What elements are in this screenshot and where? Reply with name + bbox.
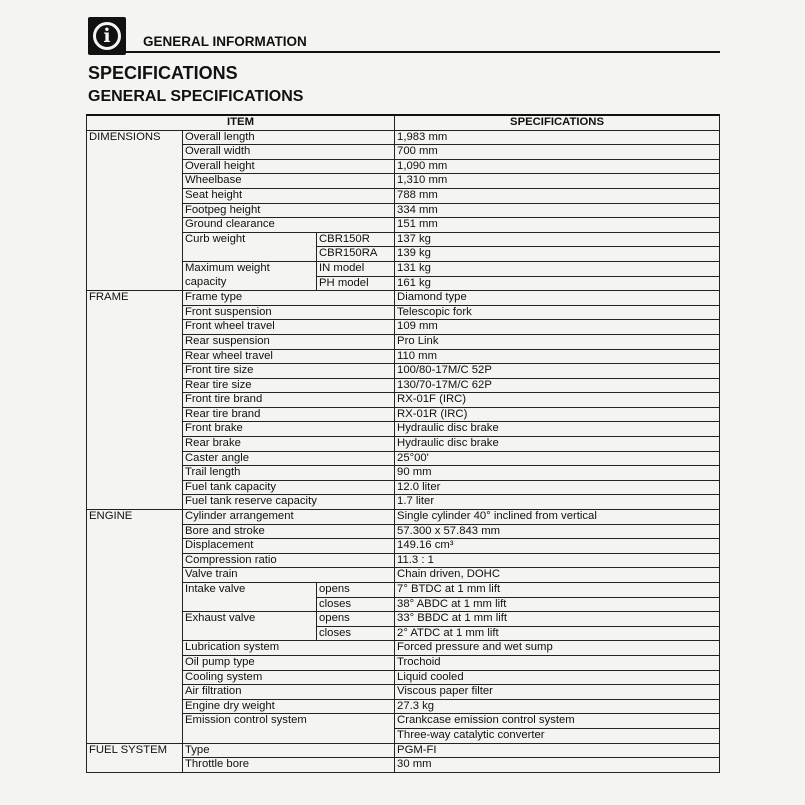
value-cell: Liquid cooled [395,670,720,685]
sub-cell: CBR150RA [317,247,395,262]
item-cell: Emission control system [183,714,395,743]
value-cell: 30 mm [395,758,720,773]
item-cell: Air filtration [183,685,395,700]
value-cell: 131 kg [395,261,720,276]
value-cell: 12.0 liter [395,480,720,495]
value-cell: 1,310 mm [395,174,720,189]
item-cell: Oil pump type [183,655,395,670]
item-cell: Cooling system [183,670,395,685]
column-header-item: ITEM [87,115,395,130]
value-cell: 7° BTDC at 1 mm lift [395,583,720,598]
value-cell: 149.16 cm³ [395,539,720,554]
item-cell: Cylinder arrangement [183,510,395,525]
value-cell: 110 mm [395,349,720,364]
value-cell: 57.300 x 57.843 mm [395,524,720,539]
value-cell: 109 mm [395,320,720,335]
category-fuel-system: FUEL SYSTEM [87,743,183,772]
item-cell: Front wheel travel [183,320,395,335]
sub-cell: closes [317,626,395,641]
value-cell: Pro Link [395,334,720,349]
value-cell: RX-01R (IRC) [395,407,720,422]
item-cell: Compression ratio [183,553,395,568]
item-cell: Engine dry weight [183,699,395,714]
spec-table [86,114,720,773]
value-cell: 1.7 liter [395,495,720,510]
category-engine: ENGINE [87,510,183,744]
item-line: Maximum weight [185,261,270,274]
value-cell: Single cylinder 40° inclined from vertical [395,510,720,525]
value-cell: Viscous paper filter [395,685,720,700]
sub-cell: opens [317,583,395,598]
value-cell: 788 mm [395,188,720,203]
sub-cell: IN model [317,261,395,276]
value-cell: 90 mm [395,466,720,481]
value-cell: Telescopic fork [395,305,720,320]
section-header: GENERAL INFORMATION [143,34,307,49]
value-cell: 139 kg [395,247,720,262]
item-cell: Rear suspension [183,334,395,349]
value-cell: Diamond type [395,291,720,306]
info-icon [88,17,126,55]
column-header-spec: SPECIFICATIONS [395,115,720,130]
table-row [87,743,720,758]
value-cell: PGM-FI [395,743,720,758]
item-cell: Overall length [183,130,395,145]
value-cell: 334 mm [395,203,720,218]
item-line: capacity [185,275,227,288]
header-rule [126,51,720,53]
table-row [87,510,720,525]
item-cell: Rear wheel travel [183,349,395,364]
sub-cell: opens [317,612,395,627]
value-cell: RX-01F (IRC) [395,393,720,408]
value-cell: Chain driven, DOHC [395,568,720,583]
page-subtitle: GENERAL SPECIFICATIONS [88,88,304,105]
value-cell: 25°00' [395,451,720,466]
item-cell: Bore and stroke [183,524,395,539]
table-row [87,291,720,306]
item-cell: Valve train [183,568,395,583]
value-cell: 2° ATDC at 1 mm lift [395,626,720,641]
item-cell: Type [183,743,395,758]
item-cell: Front suspension [183,305,395,320]
value-cell: 11.3 : 1 [395,553,720,568]
item-cell: Footpeg height [183,203,395,218]
item-cell: Curb weight [183,232,317,261]
page-title: SPECIFICATIONS [88,63,238,83]
item-cell: Front tire brand [183,393,395,408]
item-cell: Intake valve [183,583,317,612]
value-cell: 1,090 mm [395,159,720,174]
value-cell: Three-way catalytic converter [395,728,720,743]
item-cell: Frame type [183,291,395,306]
table-row [87,130,720,145]
sub-cell: PH model [317,276,395,291]
item-cell: Caster angle [183,451,395,466]
value-cell: Forced pressure and wet sump [395,641,720,656]
item-cell: Front brake [183,422,395,437]
item-cell: Overall height [183,159,395,174]
value-cell: 130/70-17M/C 62P [395,378,720,393]
item-cell: Front tire size [183,364,395,379]
item-cell: Overall width [183,145,395,160]
item-cell: Fuel tank reserve capacity [183,495,395,510]
info-icon-glyph: i [93,22,121,50]
sub-cell: CBR150R [317,232,395,247]
value-cell: 38° ABDC at 1 mm lift [395,597,720,612]
value-cell: Trochoid [395,655,720,670]
item-cell: Fuel tank capacity [183,480,395,495]
item-cell [183,261,317,290]
sub-cell: closes [317,597,395,612]
value-cell: 700 mm [395,145,720,160]
value-cell: 33° BBDC at 1 mm lift [395,612,720,627]
value-cell: Crankcase emission control system [395,714,720,729]
value-cell: 1,983 mm [395,130,720,145]
value-cell: Hydraulic disc brake [395,437,720,452]
value-cell: Hydraulic disc brake [395,422,720,437]
value-cell: 151 mm [395,218,720,233]
table-header-row [87,115,720,130]
item-cell: Trail length [183,466,395,481]
item-cell: Seat height [183,188,395,203]
item-cell: Throttle bore [183,758,395,773]
category-frame: FRAME [87,291,183,510]
item-cell: Rear brake [183,437,395,452]
category-dimensions: DIMENSIONS [87,130,183,291]
value-cell: 161 kg [395,276,720,291]
value-cell: 27.3 kg [395,699,720,714]
item-cell: Rear tire brand [183,407,395,422]
item-cell: Displacement [183,539,395,554]
item-cell: Exhaust valve [183,612,317,641]
item-cell: Ground clearance [183,218,395,233]
item-cell: Lubrication system [183,641,395,656]
item-cell: Wheelbase [183,174,395,189]
item-cell: Rear tire size [183,378,395,393]
value-cell: 137 kg [395,232,720,247]
value-cell: 100/80-17M/C 52P [395,364,720,379]
